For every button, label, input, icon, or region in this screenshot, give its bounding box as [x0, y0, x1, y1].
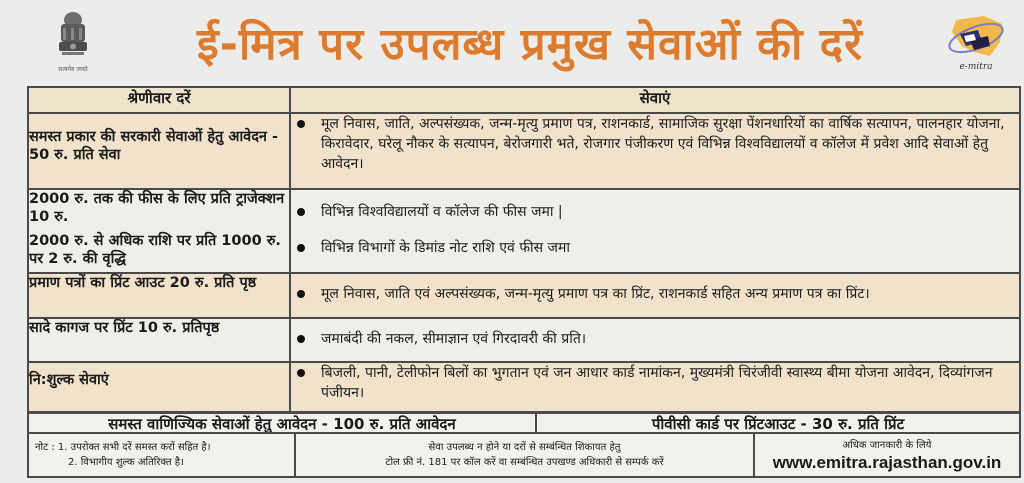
- logo-caption: e-mitra: [959, 62, 993, 72]
- commercial-services-rate: समस्त वाणिज्यिक सेवाओं हेतु आवेदन - 100 रु. प्रति आवेदन: [28, 413, 536, 435]
- category-text: नि:शुल्क सेवाएं: [29, 372, 109, 388]
- services-cell: [290, 113, 1020, 189]
- service-item: मूल निवास, जाति एवं अल्पसंख्यक, जन्म-मृत्यु प्रमाण पत्र का प्रिंट, राशनकार्ड सहित अन्य प्रमाण पत्र का प्रिंट।: [291, 284, 1019, 304]
- column-header-category: श्रेणीवार दरें: [28, 87, 290, 113]
- complaint-line-1: सेवा उपलब्ध न होने या दरों से सम्बंन्धित शिकायत हेतु: [428, 442, 621, 453]
- category-text: समस्त प्रकार की सरकारी सेवाओं हेतु आवेदन - 50 रु. प्रति सेवा: [29, 129, 279, 163]
- table-row: [28, 189, 1020, 273]
- service-item: बिजली, पानी, टेलीफोन बिलों का भुगतान एवं जन आधार कार्ड नामांकन, मुख्यमंत्री चिरंजीवी स्वास्थ्य बीमा योजना आवेदन, दिव्यांगजन पंजीयन।: [291, 363, 1019, 403]
- service-item: विभिन्न विभागों के डिमांड नोट राशि एवं फीस जमा: [291, 238, 1019, 258]
- service-item: मूल निवास, जाति, अल्पसंख्यक, जन्म-मृत्यु प्रमाण पत्र, राशनकार्ड, सामाजिक सुरक्षा पेंशनधारियों का वार्षिक सत्यापन, पालनहार योजना, किरावेदार, घरेलू नौकर के सत्यापन, बेरोजगारी भते, रोजगार पंजीकरण एवं विभिन्न विश्वविद्यालयों व कॉलेज में प्रवेश आदि सेवाओं हेतु आवेदन।: [291, 114, 1019, 174]
- page-title: ई-मित्र पर उपलब्ध प्रमुख सेवाओं की दरें: [196, 19, 864, 70]
- footer-table: [27, 432, 1021, 478]
- category-text: सादे कागज पर प्रिंट 10 रु. प्रतिपृष्ठ: [29, 320, 220, 336]
- category-cell: [28, 113, 290, 189]
- website-link[interactable]: www.emitra.rajasthan.gov.in: [772, 452, 1002, 472]
- service-item: विभिन्न विश्वविद्यालयों व कॉलेज की फीस जमा |: [291, 202, 1019, 222]
- table-row: [28, 362, 1020, 412]
- services-cell: [290, 318, 1020, 362]
- service-item: जमाबंदी की नकल, सीमाज्ञान एवं गिरदावरी की प्रति।: [291, 329, 1019, 349]
- category-cell: [28, 273, 290, 318]
- emblem-caption: सत्यमेव जयते: [58, 66, 88, 73]
- services-cell: [290, 362, 1020, 412]
- services-cell: [290, 273, 1020, 318]
- table-row: [28, 318, 1020, 362]
- note-line-1: नोट : 1. उपरोक्त सभी दरें समस्त करों सहित है।: [35, 442, 211, 453]
- complaint-line-2: टोल फ्री नं. 181 पर कॉल करें वा सम्बंन्धित उपखण्ड अधिकारी से सम्पर्क करें: [385, 457, 664, 468]
- category-text: 2000 रु. तक की फीस के लिए प्रति ट्राजेक्शन 10 रु.: [29, 191, 285, 225]
- emitra-logo-icon: [944, 12, 1008, 64]
- category-cell: [28, 362, 290, 412]
- table-header-row: [28, 87, 1020, 113]
- note-line-2: 2. विभागीय शुल्क अतिरिक्त है।: [68, 457, 184, 468]
- state-emblem: [48, 10, 98, 76]
- note-cell: [28, 433, 295, 477]
- emitra-logo: [940, 12, 1012, 76]
- pvc-card-print-rate: पीवीसी कार्ड पर प्रिंटआउट - 30 रु. प्रति प्रिंट: [536, 413, 1020, 435]
- category-text: प्रमाण पत्रों का प्रिंट आउट 20 रु. प्रति पृष्ठ: [29, 275, 257, 291]
- table-row: [28, 113, 1020, 189]
- category-cell: [28, 189, 290, 273]
- category-cell: [28, 318, 290, 362]
- complaint-cell: [295, 433, 754, 477]
- services-cell: [290, 189, 1020, 273]
- table-row: [28, 273, 1020, 318]
- ashoka-emblem-icon: [53, 10, 93, 64]
- category-text: 2000 रु. से अधिक राशि पर प्रति 1000 रु. पर 2 रु. की वृद्धि: [29, 233, 281, 267]
- rates-table: [27, 86, 1021, 413]
- info-cell: [754, 433, 1020, 477]
- info-label: अधिक जानकारी के लिये: [842, 439, 932, 451]
- column-header-services: सेवाएं: [290, 87, 1020, 113]
